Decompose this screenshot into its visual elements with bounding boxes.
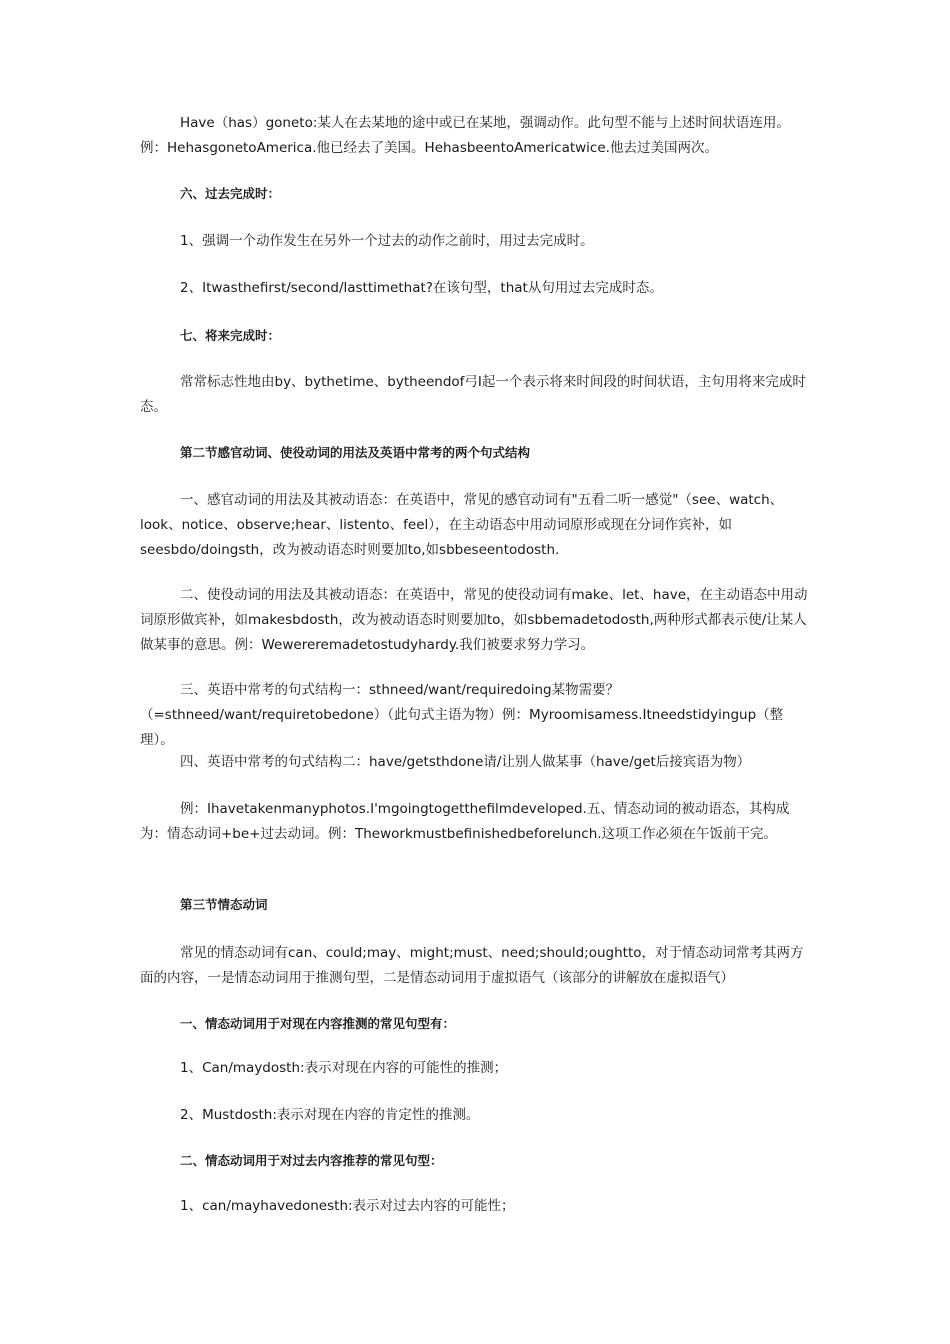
list-item-past-perfect-1: 1、强调一个动作发生在另外一个过去的动作之前时，用过去完成时。	[180, 233, 594, 249]
list-item-present-2: 2、Mustdosth:表示对现在内容的肯定性的推测。	[180, 1107, 480, 1123]
paragraph-modal-passive: 例：Ihavetakenmanyphotos.I'mgoingtogetthefilmdeveloped.五、情态动词的被动语态，其构成为：情态动词+be+过去动词。例：Theworkmustbefinishedbeforelunch.这项工作必须在午饭前干完。	[140, 801, 790, 842]
heading-present-inference: 一、情态动词用于对现在内容推测的常见句型有：	[180, 1016, 456, 1031]
list-item-past-perfect-2: 2、Itwasthefirst/second/lasttimethat?在该句型，that从句用过去完成时态。	[180, 280, 663, 296]
paragraph-structure-one: 三、英语中常考的句式结构一：sthneed/want/requiredoing某物需要？（=sthneed/want/requiretobedone）（此句式主语为物）例：Myroomisamess.Itneedstidyingup（整理）。	[140, 682, 784, 748]
paragraph-modal-verbs: 常见的情态动词有can、could;may、might;must、need;should;oughtto，对于情态动词常考其两方面的内容，一是情态动词用于推测句型，二是情态动词用于虚拟语气（该部分的讲解放在虚拟语气）	[140, 945, 804, 986]
paragraph-perception-verbs: 一、感官动词的用法及其被动语态：在英语中，常见的感官动词有"五看二听一感觉"（see、watch、look、notice、observe;hear、listento、feel），在主动语态中用动词原形或现在分词作宾补，如seesbdo/doingsth，改为被动语态时则要加to,如sbbeseentodosth.	[140, 492, 784, 558]
heading-past-perfect: 六、过去完成时：	[180, 186, 281, 201]
paragraph-causative-verbs: 二、使役动词的用法及其被动语态：在英语中，常见的使役动词有make、let、have，在主动语态中用动词原形做宾补，如makesbdosth，改为被动语态时则要加to，如sbbemadetodosth,两种形式都表示使/让某人做某事的意思。例：Wewereremadetostudyhardy.我们被要求努力学习。	[140, 587, 808, 653]
heading-past-inference: 二、情态动词用于对过去内容推荐的常见句型：	[180, 1153, 443, 1168]
heading-future-perfect: 七、将来完成时：	[180, 328, 281, 343]
list-item-past-1: 1、can/mayhavedonesth:表示对过去内容的可能性；	[180, 1198, 515, 1214]
section-title-2: 第二节感官动词、使役动词的用法及英语中常考的两个句式结构	[180, 445, 531, 460]
section-title-3: 第三节情态动词	[180, 897, 268, 912]
list-item-present-1: 1、Can/maydosth:表示对现在内容的可能性的推测；	[180, 1060, 508, 1076]
paragraph-have-gone-to: Have（has）goneto:某人在去某地的途中或已在某地，强调动作。此句型不能与上述时间状语连用。例：HehasgonetoAmerica.他已经去了美国。HehasbeentoAmericatwice.他去过美国两次。	[140, 115, 790, 156]
paragraph-structure-two: 四、英语中常考的句式结构二：have/getsthdone请/让别人做某事（have/get后接宾语为物）	[180, 754, 751, 770]
paragraph-future-perfect: 常常标志性地由by、bythetime、bytheendof弓I起一个表示将来时间段的时间状语，主句用将来完成时态。	[140, 374, 806, 415]
